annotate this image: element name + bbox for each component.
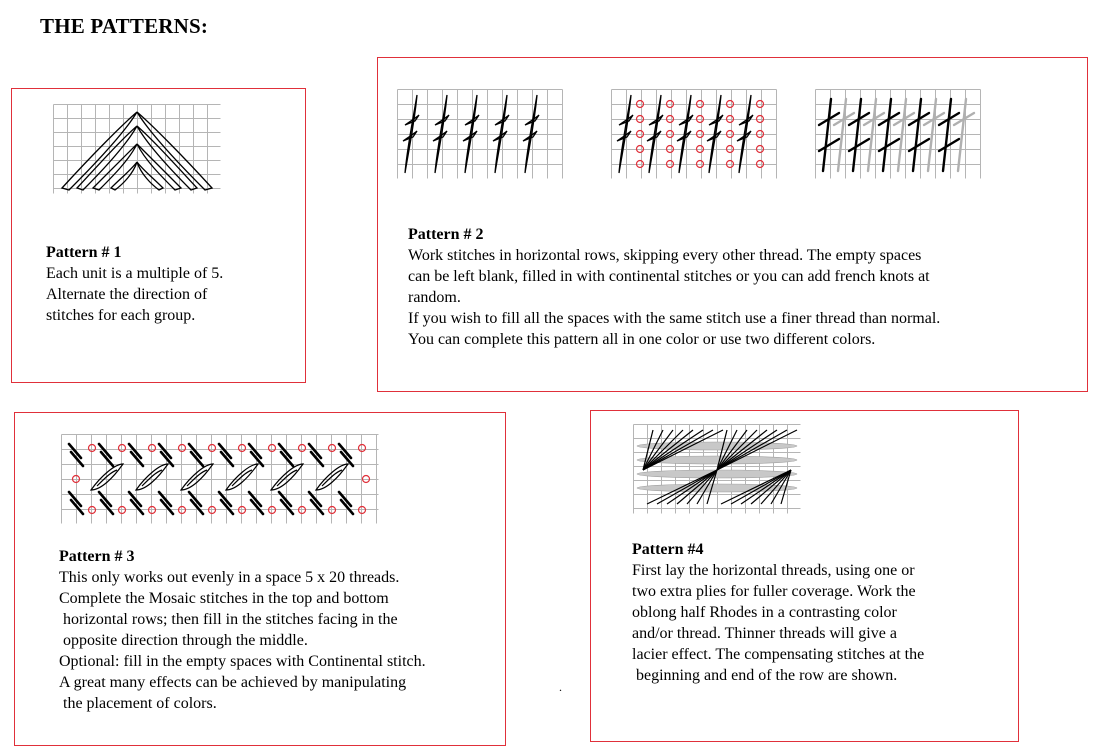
pattern-1-line: Each unit is a multiple of 5.	[46, 265, 224, 282]
pattern-2-text	[408, 224, 940, 350]
page-title: THE PATTERNS:	[40, 14, 209, 38]
pattern-3-line: the placement of colors.	[59, 695, 217, 712]
pattern-2-line: You can complete this pattern all in one color or use two different colors.	[408, 331, 876, 348]
pattern-4-line: First lay the horizontal threads, using one or	[632, 562, 915, 579]
pattern-2-heading: Pattern # 2	[408, 226, 484, 243]
stray-mark: .	[559, 680, 562, 694]
pattern-4-line: and/or thread. Thinner threads will give a	[632, 625, 897, 642]
pattern-4-line: beginning and end of the row are shown.	[632, 667, 898, 684]
pattern-2-line: random.	[408, 289, 461, 306]
pattern-2-line: can be left blank, filled in with continental stitches or you can add french knots at	[408, 268, 930, 285]
pattern-3-line: This only works out evenly in a space 5 x 20 threads.	[59, 569, 400, 586]
pattern-3-line: Optional: fill in the empty spaces with Continental stitch.	[59, 653, 426, 670]
pattern-3-line: A great many effects can be achieved by manipulating	[59, 674, 407, 691]
pattern-1-line: stitches for each group.	[46, 307, 196, 324]
pattern-4-line: oblong half Rhodes in a contrasting color	[632, 604, 897, 621]
pattern-1-heading: Pattern # 1	[46, 244, 122, 261]
pattern-2-line: If you wish to fill all the spaces with the same stitch use a finer thread than normal.	[408, 310, 941, 327]
pattern-1-text	[46, 242, 223, 326]
pattern-2-diagram-b	[611, 89, 777, 179]
pattern-4-line: two extra plies for fuller coverage. Work the	[632, 583, 916, 600]
pattern-4-diagram	[633, 424, 801, 514]
pattern-4-text	[632, 539, 924, 686]
pattern-1-diagram	[53, 104, 221, 194]
pattern-3-line: opposite direction through the middle.	[59, 632, 308, 649]
pattern-3-line: horizontal rows; then fill in the stitches facing in the	[59, 611, 398, 628]
pattern-3-heading: Pattern # 3	[59, 548, 135, 565]
pattern-2-line: Work stitches in horizontal rows, skipping every other thread. The empty spaces	[408, 247, 922, 264]
pattern-3-diagram	[61, 434, 379, 524]
pattern-3-text	[59, 546, 426, 714]
pattern-3-line: Complete the Mosaic stitches in the top and bottom	[59, 590, 389, 607]
pattern-1-line: Alternate the direction of	[46, 286, 208, 303]
pattern-2-diagram-a	[397, 89, 563, 179]
pattern-2-diagram-c	[815, 89, 981, 179]
pattern-4-heading: Pattern #4	[632, 541, 704, 558]
pattern-4-line: lacier effect. The compensating stitches at the	[632, 646, 925, 663]
